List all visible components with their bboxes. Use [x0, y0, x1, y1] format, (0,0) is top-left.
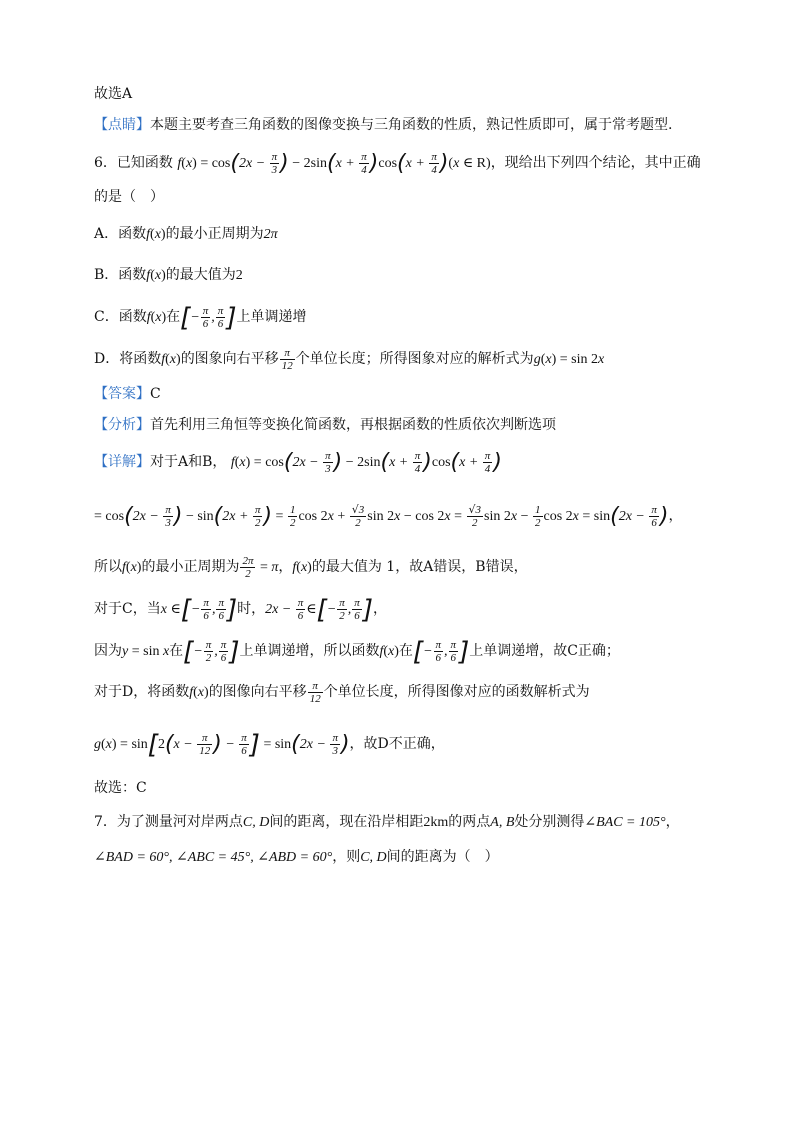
q7-cd2: C, D	[360, 850, 387, 865]
p4-shift: $\frac{\pi}{12}$	[309, 679, 321, 705]
period-line	[94, 553, 528, 582]
p2-cond: x ∈[− $\frac{\pi}{6}$ , $\frac{\pi}{6}$ ]	[160, 594, 238, 625]
p4-fx: f(x)	[189, 685, 209, 700]
analysis-line	[94, 415, 556, 435]
opt-c-fx: f(x)	[146, 310, 167, 325]
q7-angles: ∠BAD = 60°, ∠ABC = 45°, ∠ABD = 60°	[94, 850, 333, 865]
answer-label: 【答案】	[94, 386, 150, 402]
detail-text: 对于A和B，	[150, 454, 227, 470]
remark-label: 【点睛】	[94, 117, 150, 133]
q7-mid2: 的两点	[448, 814, 491, 830]
p3-fx: f(x)	[379, 644, 399, 659]
q6-prefix: 6．已知函数	[94, 155, 173, 171]
remark-line	[94, 115, 672, 135]
opt-d-post: 个单位长度；所得图象对应的解析式为	[295, 351, 534, 367]
p1-post: 的最大值为 1，故A错误，B错误，	[311, 559, 528, 575]
question-6-line2: 的是（ ）	[94, 189, 164, 205]
opt-d-result: g(x) = sin 2x	[533, 352, 605, 367]
q6-suffix: ，现给出下列四个结论，其中正确	[490, 155, 701, 171]
question-7-line2	[94, 847, 499, 868]
g-formula-line	[94, 727, 445, 762]
opt-a-fx: f(x)	[146, 227, 166, 242]
answer-line	[94, 384, 161, 404]
opt-a-val: 2π	[263, 227, 278, 242]
p1-period: $\frac{2\pi}{2}$ = π	[242, 555, 279, 581]
q7-cd: C, D	[242, 815, 270, 830]
question-7-line1	[94, 812, 680, 833]
opt-b-post: 的最大值为	[165, 267, 236, 283]
q7-post2: 间的距离为（ ）	[386, 849, 499, 865]
g-formula: g(x) = sin[2(x − $\frac{\pi}{12}$ ) − $\frac{\pi}{6}$ ] = sin(2x − $\frac{\pi}{3}$ )	[94, 729, 350, 760]
p3-int1: [− $\frac{\pi}{2}$ , $\frac{\pi}{6}$ ]	[183, 636, 240, 667]
detail-formula-2-body: = cos(2x − $\frac{\pi}{3}$ ) − sin(2x + $\frac{\pi}{2}$ ) = $\frac{1}{2}$ cos 2x + $\frac{√3}{2}$ sin 2x − cos 2x = $\frac{√3}{2}$ sin 2x − $\frac{1}{2}$ cos 2x = sin(2x − $\frac{\pi}{6}$ )，	[94, 503, 683, 530]
opt-a-pre: A．函数	[94, 226, 147, 242]
opt-c-mid: 在	[166, 309, 181, 325]
p1-fx2: f(x)	[292, 560, 312, 575]
detail-label: 【详解】	[94, 454, 150, 470]
option-c	[94, 302, 306, 333]
opt-a-post: 的最小正周期为	[165, 226, 264, 242]
p2-mid: 时，	[237, 601, 266, 617]
opt-d-shift: $\frac{\pi}{12}$	[281, 346, 293, 372]
select-c-line: 故选：C	[94, 780, 147, 796]
analysis-text: 首先利用三角恒等变换化简函数，再根据函数的性质依次判断选项	[150, 417, 556, 433]
opt-d-mid: 的图象向右平移	[180, 351, 279, 367]
line-select-a: 故选A	[94, 86, 133, 102]
option-c-check	[94, 594, 387, 625]
q7-mid3: 处分别测得	[514, 814, 585, 830]
p1-mid: 的最小正周期为	[141, 559, 240, 575]
opt-b-pre: B．函数	[94, 267, 147, 283]
p4-mid: 的图像向右平移	[208, 684, 307, 700]
p1-pre: 所以	[94, 559, 122, 575]
option-b	[94, 265, 243, 286]
remark-text: 本题主要考查三角函数的图像变换与三角函数的性质，熟记性质即可，属于常考题型.	[150, 117, 673, 133]
q7-end1: ，	[665, 814, 680, 830]
opt-b-fx: f(x)	[146, 268, 166, 283]
detail-line	[94, 447, 502, 478]
q7-post: ，则	[332, 849, 361, 865]
p1-fx: f(x)	[122, 560, 142, 575]
opt-c-post: 上单调递增	[236, 309, 307, 325]
p2-pre: 对于C，当	[94, 601, 161, 617]
q7-ab: A, B	[490, 815, 515, 830]
opt-d-pre: D．将函数	[94, 351, 162, 367]
opt-b-val: 2	[235, 268, 243, 283]
option-d	[94, 345, 604, 374]
p2-range: 2x − $\frac{\pi}{6}$ ∈[− $\frac{\pi}{2}$ , $\frac{\pi}{6}$ ]，	[265, 594, 387, 625]
opt-d-fx: f(x)	[161, 352, 181, 367]
p3-post: 上单调递增，故C正确；	[469, 643, 620, 659]
q7-pre: 7．为了测量河对岸两点	[94, 814, 243, 830]
p4-post: 个单位长度，所得图像对应的函数解析式为	[323, 684, 590, 700]
q7-dist: 2km	[423, 815, 449, 830]
analysis-label: 【分析】	[94, 417, 150, 433]
detail-formula-2	[94, 500, 683, 533]
p1-mid2: ，	[278, 559, 293, 575]
p5-post: ，故D不正确，	[349, 736, 445, 752]
p3-sin: y = sin x	[122, 644, 170, 659]
opt-c-pre: C．函数	[94, 309, 147, 325]
p3-pre: 因为	[94, 643, 122, 659]
p3-mid2: 上单调递增，所以函数	[239, 643, 380, 659]
option-a	[94, 224, 278, 245]
q7-angle-bac: ∠BAC = 105°	[584, 815, 666, 830]
p3-mid3: 在	[398, 643, 413, 659]
opt-c-interval: [− $\frac{\pi}{6}$ , $\frac{\pi}{6}$ ]	[180, 302, 237, 333]
monotonic-line	[94, 636, 620, 667]
answer-value: C	[150, 386, 161, 402]
question-6-line1	[94, 150, 701, 177]
q6-formula: f(x) = cos(2x − $\frac{\pi}{3}$ ) − 2sin(x + $\frac{\pi}{4}$ )cos(x + $\frac{\pi}{4}$ )(x ∈ R)	[177, 150, 491, 177]
detail-formula-1: f(x) = cos(2x − $\frac{\pi}{3}$ ) − 2sin(x + $\frac{\pi}{4}$ )cos(x + $\frac{\pi}{4}$ )	[230, 449, 502, 476]
option-d-check	[94, 678, 590, 707]
q7-mid: 间的距离，现在沿岸相距	[269, 814, 424, 830]
p3-mid: 在	[169, 643, 184, 659]
p4-pre: 对于D，将函数	[94, 684, 190, 700]
p3-int2: [− $\frac{\pi}{6}$ , $\frac{\pi}{6}$ ]	[412, 636, 470, 667]
